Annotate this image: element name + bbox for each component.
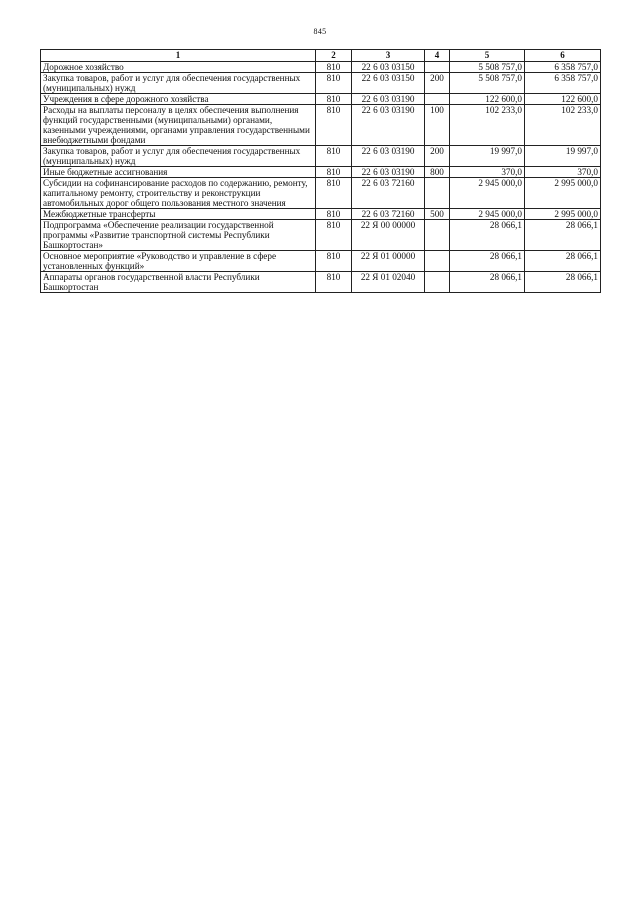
row-csr-cell: 22 6 03 03190 — [352, 105, 425, 146]
row-csr-cell: 22 6 03 72160 — [352, 209, 425, 220]
header-col-1: 1 — [41, 50, 316, 62]
header-col-3: 3 — [352, 50, 425, 62]
row-csr-cell: 22 6 03 03190 — [352, 146, 425, 167]
row-vr-cell: 200 — [425, 146, 450, 167]
row-year2-cell: 6 358 757,0 — [525, 73, 601, 94]
row-csr-cell: 22 Я 01 02040 — [352, 272, 425, 293]
table-row — [41, 251, 601, 272]
row-year2-cell: 28 066,1 — [525, 251, 601, 272]
table-row — [41, 94, 601, 105]
row-grbs-cell: 810 — [316, 272, 352, 293]
table-row — [41, 178, 601, 209]
row-csr-cell: 22 6 03 03190 — [352, 94, 425, 105]
row-csr-cell: 22 6 03 03150 — [352, 73, 425, 94]
row-grbs-cell: 810 — [316, 146, 352, 167]
row-year2-cell: 370,0 — [525, 167, 601, 178]
row-year1-cell: 102 233,0 — [450, 105, 525, 146]
row-year2-cell: 28 066,1 — [525, 220, 601, 251]
row-grbs-cell: 810 — [316, 105, 352, 146]
row-csr-cell: 22 6 03 03190 — [352, 167, 425, 178]
header-col-4: 4 — [425, 50, 450, 62]
row-grbs-cell: 810 — [316, 178, 352, 209]
row-year1-cell: 5 508 757,0 — [450, 62, 525, 73]
table-header-row — [41, 50, 601, 62]
header-col-2: 2 — [316, 50, 352, 62]
row-year1-cell: 2 945 000,0 — [450, 209, 525, 220]
row-name-cell: Расходы на выплаты персоналу в целях обеспечения выполнения функций государственными (муниципальными) органами, казенными учреждениями, органами управления государственными внебюджетными фондами — [41, 105, 316, 146]
table-row — [41, 167, 601, 178]
row-name-cell: Основное мероприятие «Руководство и управление в сфере установленных функций» — [41, 251, 316, 272]
header-col-5: 5 — [450, 50, 525, 62]
row-grbs-cell: 810 — [316, 251, 352, 272]
row-vr-cell — [425, 251, 450, 272]
row-vr-cell: 800 — [425, 167, 450, 178]
table-row — [41, 209, 601, 220]
row-name-cell: Межбюджетные трансферты — [41, 209, 316, 220]
row-year2-cell: 2 995 000,0 — [525, 178, 601, 209]
table-row — [41, 73, 601, 94]
row-year1-cell: 28 066,1 — [450, 272, 525, 293]
row-name-cell: Подпрограмма «Обеспечение реализации государственной программы «Развитие транспортной системы Республики Башкортостан» — [41, 220, 316, 251]
row-csr-cell: 22 6 03 72160 — [352, 178, 425, 209]
row-vr-cell: 200 — [425, 73, 450, 94]
row-csr-cell: 22 Я 01 00000 — [352, 251, 425, 272]
row-year2-cell: 2 995 000,0 — [525, 209, 601, 220]
row-year1-cell: 122 600,0 — [450, 94, 525, 105]
row-vr-cell — [425, 272, 450, 293]
row-year1-cell: 5 508 757,0 — [450, 73, 525, 94]
row-vr-cell — [425, 94, 450, 105]
row-name-cell: Закупка товаров, работ и услуг для обеспечения государственных (муниципальных) нужд — [41, 73, 316, 94]
row-year1-cell: 28 066,1 — [450, 251, 525, 272]
row-year1-cell: 28 066,1 — [450, 220, 525, 251]
row-year2-cell: 102 233,0 — [525, 105, 601, 146]
row-csr-cell: 22 6 03 03150 — [352, 62, 425, 73]
row-csr-cell: 22 Я 00 00000 — [352, 220, 425, 251]
row-vr-cell: 100 — [425, 105, 450, 146]
table-row — [41, 146, 601, 167]
row-year2-cell: 122 600,0 — [525, 94, 601, 105]
row-grbs-cell: 810 — [316, 62, 352, 73]
row-name-cell: Иные бюджетные ассигнования — [41, 167, 316, 178]
row-grbs-cell: 810 — [316, 73, 352, 94]
table-row — [41, 220, 601, 251]
table-row — [41, 105, 601, 146]
row-name-cell: Аппараты органов государственной власти Республики Башкортостан — [41, 272, 316, 293]
header-col-6: 6 — [525, 50, 601, 62]
row-year1-cell: 370,0 — [450, 167, 525, 178]
row-grbs-cell: 810 — [316, 209, 352, 220]
row-name-cell: Учреждения в сфере дорожного хозяйства — [41, 94, 316, 105]
table-row — [41, 272, 601, 293]
row-year2-cell: 28 066,1 — [525, 272, 601, 293]
row-vr-cell: 500 — [425, 209, 450, 220]
row-grbs-cell: 810 — [316, 167, 352, 178]
budget-table — [40, 49, 601, 293]
row-year2-cell: 6 358 757,0 — [525, 62, 601, 73]
row-vr-cell — [425, 178, 450, 209]
row-year1-cell: 19 997,0 — [450, 146, 525, 167]
row-year2-cell: 19 997,0 — [525, 146, 601, 167]
row-vr-cell — [425, 62, 450, 73]
row-grbs-cell: 810 — [316, 94, 352, 105]
row-name-cell: Субсидии на софинансирование расходов по содержанию, ремонту, капитальному ремонту, строительству и реконструкции автомобильных дорог общего пользования местного значения — [41, 178, 316, 209]
row-vr-cell — [425, 220, 450, 251]
page-number: 845 — [313, 27, 327, 36]
row-name-cell: Дорожное хозяйство — [41, 62, 316, 73]
row-year1-cell: 2 945 000,0 — [450, 178, 525, 209]
table-row — [41, 62, 601, 73]
row-name-cell: Закупка товаров, работ и услуг для обеспечения государственных (муниципальных) нужд — [41, 146, 316, 167]
row-grbs-cell: 810 — [316, 220, 352, 251]
